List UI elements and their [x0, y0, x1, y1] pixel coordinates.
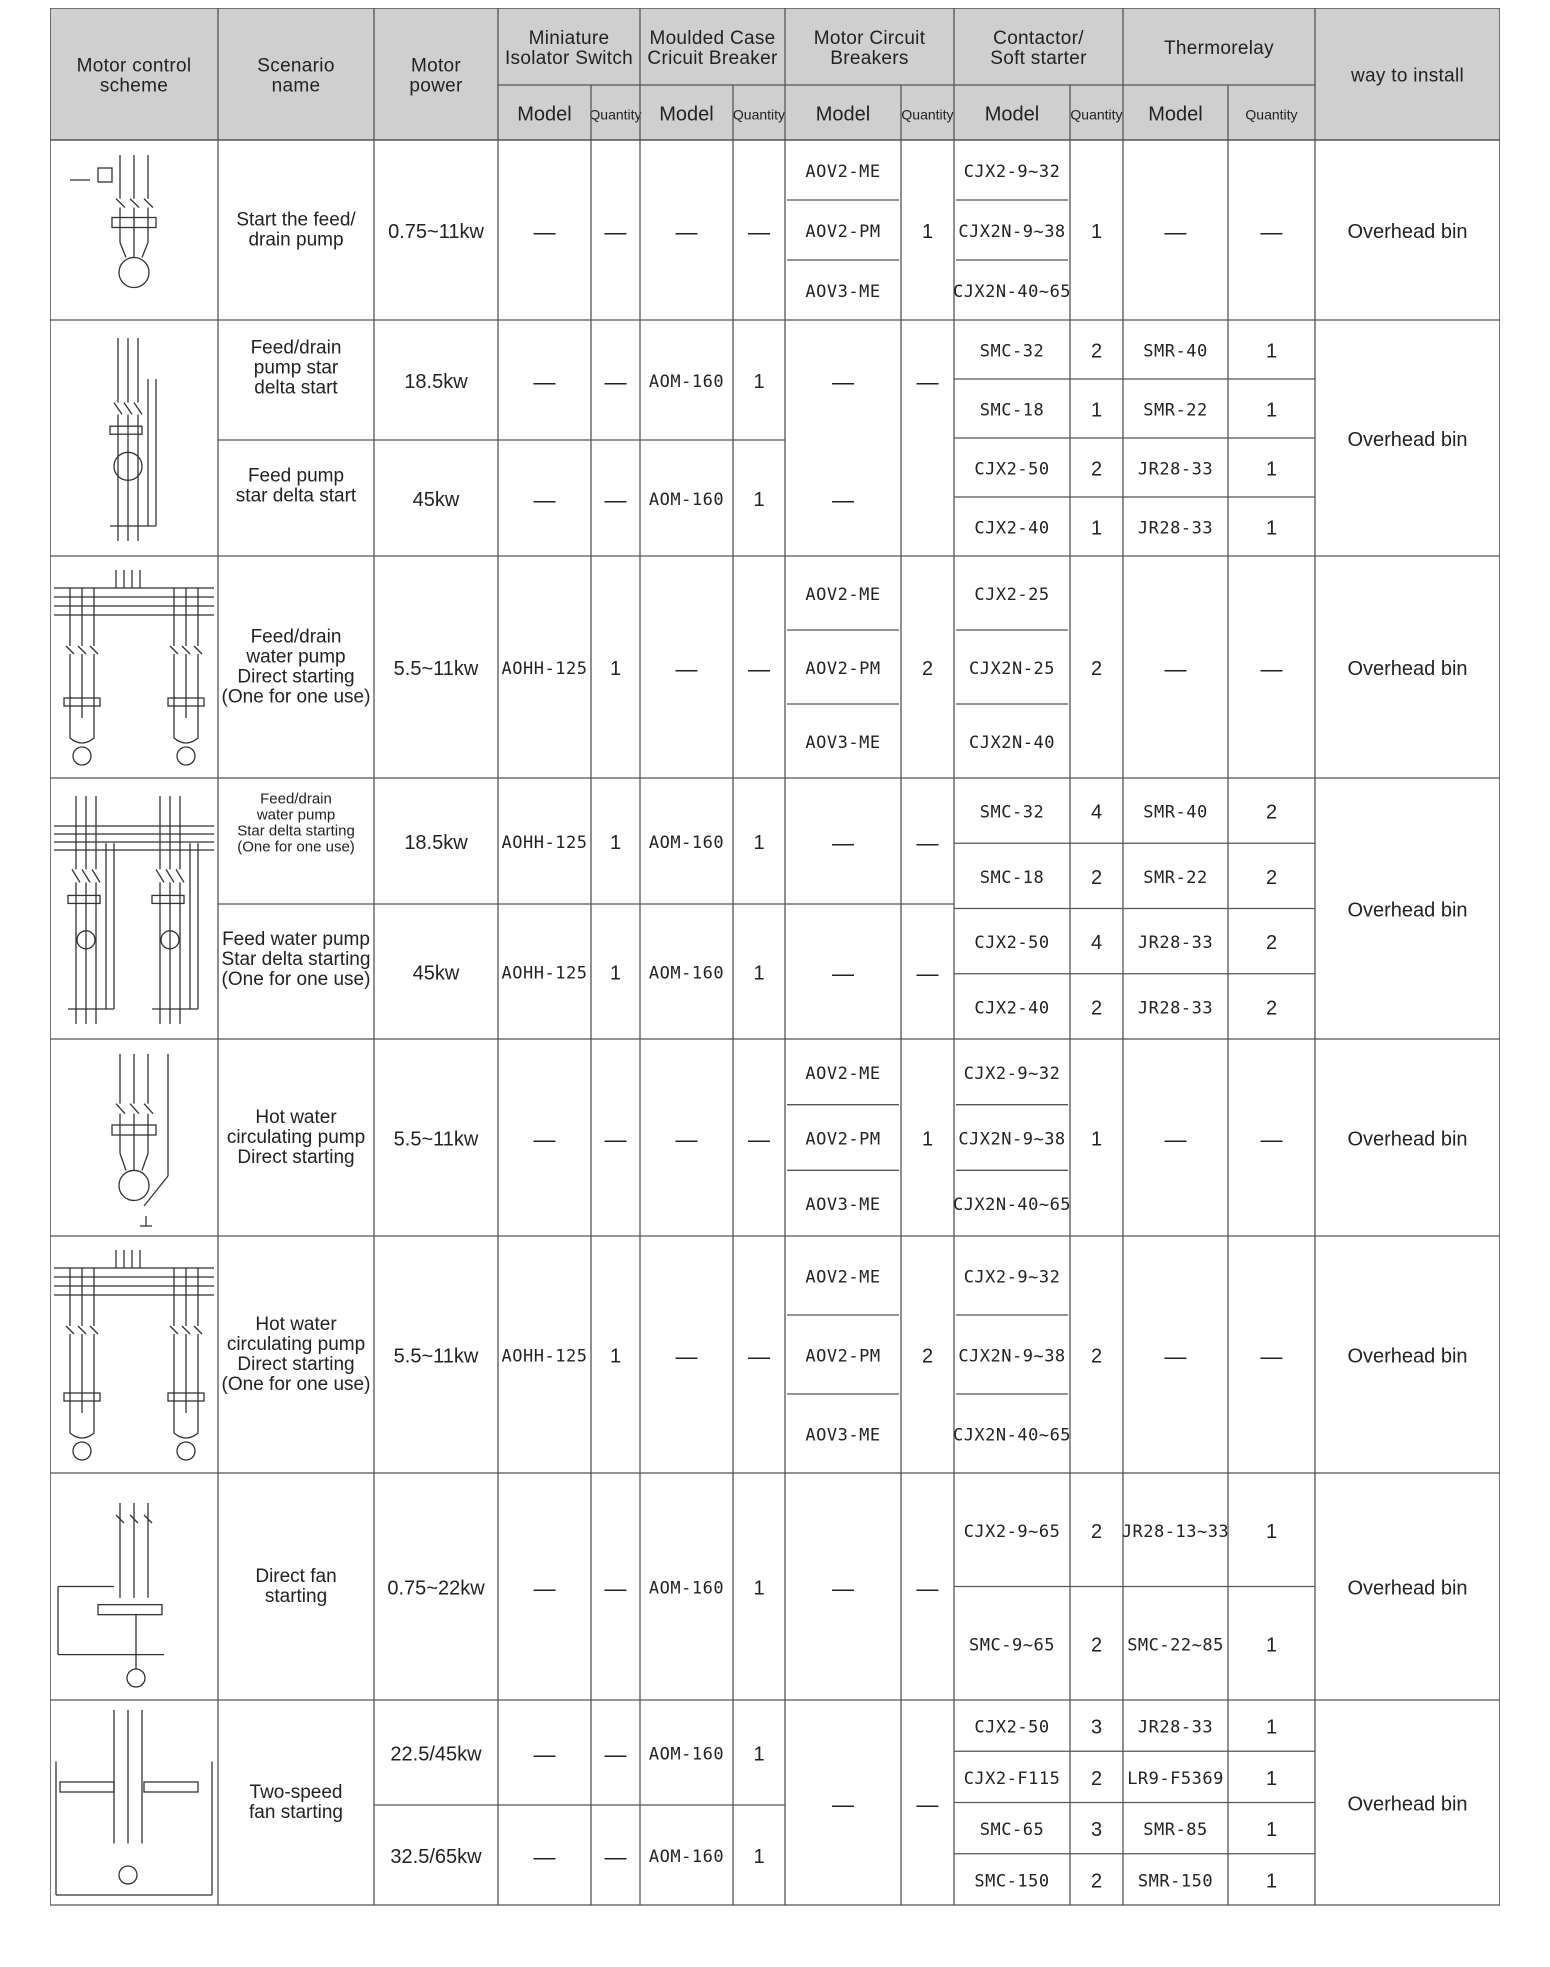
mcb-model: AOV3-ME — [805, 1425, 881, 1446]
thermorelay-model: — — [1164, 1344, 1187, 1369]
contactor-model: SMC-150 — [974, 1871, 1050, 1892]
scenario-name: Two-speed — [249, 1782, 343, 1803]
header-scenario-name: Scenario — [257, 55, 335, 77]
motor-power: 22.5/45kw — [390, 1743, 482, 1766]
thermorelay-quantity: 1 — [1265, 1716, 1278, 1739]
isolator-quantity: — — [604, 1127, 627, 1152]
contactor-quantity: 2 — [1090, 1634, 1103, 1657]
contactor-quantity: 3 — [1090, 1716, 1103, 1739]
table-svg — [50, 8, 1500, 1908]
motor-power: 5.5~11kw — [393, 658, 479, 680]
thermorelay-quantity: 2 — [1265, 866, 1278, 889]
contactor-model: CJX2-50 — [974, 459, 1050, 480]
thermorelay-quantity: 1 — [1265, 1870, 1278, 1893]
scenario-name: fan starting — [249, 1802, 343, 1823]
mcb-model: AOV2-ME — [805, 585, 881, 605]
mcb-model: AOV2-ME — [805, 1267, 881, 1288]
isolator-quantity: 1 — [609, 658, 622, 680]
install-method: Overhead bin — [1347, 1577, 1468, 1600]
contactor-model: CJX2N-9~38 — [958, 1129, 1066, 1150]
mccb-model: AOM-160 — [648, 1744, 725, 1765]
thermorelay-quantity: — — [1260, 1127, 1283, 1152]
motor-power: 45kw — [412, 489, 460, 511]
contactor-model: CJX2N-40 — [969, 733, 1055, 753]
header-moulded-case-breaker: Moulded Case — [649, 28, 776, 49]
scenario-name: Star delta starting — [221, 949, 371, 970]
header-model-label: Model — [815, 103, 871, 126]
thermorelay-quantity: 2 — [1265, 801, 1278, 824]
contactor-model: CJX2-9~65 — [963, 1521, 1061, 1542]
mcb-model: — — [832, 487, 854, 513]
scenario-name: Feed pump — [247, 465, 345, 487]
mccb-model: — — [675, 219, 698, 245]
contactor-quantity: 2 — [1090, 458, 1103, 481]
isolator-quantity: 1 — [609, 1345, 622, 1368]
scenario-name: drain pump — [248, 229, 344, 251]
mcb-model: — — [832, 1576, 854, 1601]
motor-power: 0.75~11kw — [388, 221, 484, 243]
mcb-quantity: — — [916, 1792, 939, 1817]
header-motor-power: power — [409, 75, 463, 97]
thermorelay-model: SMR-22 — [1143, 400, 1208, 421]
header-scenario-name: name — [271, 75, 321, 97]
isolator-quantity: — — [604, 1576, 627, 1601]
mcb-model: AOV2-PM — [805, 1129, 881, 1150]
contactor-model: SMC-32 — [979, 802, 1045, 823]
isolator-quantity: — — [604, 1742, 627, 1767]
thermorelay-model: SMC-22~85 — [1127, 1635, 1224, 1656]
thermorelay-model: — — [1164, 656, 1187, 682]
mcb-model: AOV3-ME — [805, 1195, 881, 1216]
scenario-name: Direct starting — [237, 1354, 355, 1375]
contactor-model: CJX2-9~32 — [963, 1063, 1061, 1084]
contactor-model: CJX2N-25 — [969, 659, 1055, 679]
header-quantity-label: Quantity — [732, 106, 786, 123]
header-contactor-soft-starter: Contactor/ — [993, 28, 1084, 49]
isolator-model: — — [533, 487, 556, 513]
install-method: Overhead bin — [1347, 1793, 1468, 1816]
mccb-quantity: 1 — [753, 371, 765, 393]
fan-direct-start-diagram — [58, 1503, 164, 1687]
contactor-quantity: 3 — [1090, 1819, 1103, 1842]
isolator-model: — — [533, 1742, 556, 1767]
thermorelay-model: SMR-85 — [1143, 1820, 1208, 1841]
header-motor-circuit-breakers: Motor Circuit — [813, 28, 926, 49]
header-motor-control-scheme: scheme — [99, 75, 169, 97]
scenario-name: Star delta starting — [237, 822, 355, 840]
contactor-model: CJX2N-9~38 — [958, 222, 1066, 242]
scenario-name: water pump — [246, 646, 346, 668]
mccb-quantity: 1 — [753, 1846, 765, 1868]
mcb-model: — — [832, 369, 854, 395]
header-miniature-isolator-switch: Miniature — [528, 28, 610, 49]
header-model-label: Model — [1148, 103, 1203, 126]
isolator-model: AOHH-125 — [501, 833, 588, 853]
header-contactor-soft-starter: Soft starter — [990, 48, 1087, 69]
thermorelay-quantity: — — [1260, 656, 1283, 682]
motor-power: 45kw — [412, 962, 460, 985]
install-method: Overhead bin — [1347, 658, 1468, 680]
mcb-quantity: 1 — [921, 1128, 934, 1151]
thermorelay-model: SMR-22 — [1143, 867, 1208, 888]
contactor-quantity: 2 — [1090, 1520, 1103, 1543]
install-method: Overhead bin — [1347, 899, 1468, 922]
isolator-quantity: — — [604, 219, 627, 245]
contactor-quantity: 1 — [1090, 399, 1103, 422]
motor-power: 18.5kw — [404, 371, 468, 393]
header-model-label: Model — [517, 103, 572, 126]
mcb-model: — — [832, 961, 854, 986]
mccb-model: — — [675, 656, 698, 682]
mcb-model: AOV2-PM — [805, 659, 881, 679]
isolator-quantity: — — [604, 487, 627, 513]
scenario-name: Direct fan — [255, 1566, 337, 1587]
two-motor-star-delta-diagram — [54, 796, 214, 1024]
scenario-name: (One for one use) — [237, 838, 355, 856]
contactor-quantity: 2 — [1090, 997, 1103, 1020]
motor-power: 0.75~22kw — [387, 1577, 485, 1600]
isolator-quantity: — — [604, 369, 627, 395]
isolator-quantity: 1 — [609, 962, 622, 985]
mccb-model: AOM-160 — [648, 1847, 725, 1867]
mcb-quantity: — — [916, 961, 939, 986]
contactor-model: SMC-18 — [979, 400, 1045, 421]
scenario-name: delta start — [254, 377, 338, 399]
header-way-to-install: way to install — [1351, 65, 1464, 87]
scenario-name: (One for one use) — [221, 1374, 371, 1395]
isolator-quantity: 1 — [609, 832, 622, 854]
thermorelay-model: JR28-33 — [1137, 1717, 1214, 1738]
mcb-quantity: 2 — [921, 1345, 934, 1368]
circulating-pump-direct-start-diagram — [112, 1054, 168, 1226]
contactor-model: CJX2-F115 — [963, 1768, 1061, 1789]
isolator-model: AOHH-125 — [501, 659, 588, 679]
scenario-name: (One for one use) — [221, 969, 371, 990]
contactor-model: SMC-32 — [979, 341, 1045, 362]
contactor-quantity: 2 — [1090, 1767, 1103, 1790]
thermorelay-quantity: — — [1260, 219, 1283, 245]
motor-power: 5.5~11kw — [393, 1128, 479, 1151]
mccb-model: AOM-160 — [648, 372, 725, 392]
isolator-model: — — [533, 1127, 556, 1152]
scenario-name: water pump — [256, 806, 336, 824]
header-moulded-case-breaker: Cricuit Breaker — [647, 48, 778, 69]
single-motor-direct-start-diagram — [70, 155, 156, 288]
mcb-model: AOV2-ME — [805, 1063, 881, 1084]
mccb-quantity: 1 — [753, 1743, 765, 1766]
mcb-model: AOV2-PM — [805, 1346, 881, 1367]
contactor-quantity: 2 — [1090, 1345, 1103, 1368]
header-quantity-label: Quantity — [589, 106, 642, 123]
two-circulating-pump-direct-start-diagram — [54, 1250, 214, 1460]
header-motor-circuit-breakers: Breakers — [830, 48, 909, 69]
mccb-quantity: 1 — [753, 1577, 765, 1600]
header-model-label: Model — [984, 103, 1040, 126]
header-model-label: Model — [659, 103, 714, 126]
contactor-quantity: 1 — [1090, 517, 1103, 540]
thermorelay-model: — — [1164, 1127, 1187, 1152]
mccb-model: — — [675, 1344, 698, 1369]
contactor-quantity: 4 — [1090, 932, 1103, 955]
mcb-quantity: 2 — [921, 658, 934, 680]
thermorelay-quantity: 1 — [1265, 1819, 1278, 1842]
thermorelay-quantity: 2 — [1265, 932, 1278, 955]
thermorelay-model: — — [1164, 219, 1187, 245]
mccb-model: AOM-160 — [648, 1578, 725, 1599]
contactor-model: CJX2-25 — [974, 585, 1050, 605]
isolator-model: AOHH-125 — [501, 1346, 588, 1367]
header-quantity-label: Quantity — [1070, 106, 1123, 123]
mcb-model: AOV3-ME — [805, 282, 881, 302]
mccb-model: AOM-160 — [648, 490, 725, 510]
contactor-model: SMC-65 — [979, 1820, 1045, 1841]
contactor-model: CJX2N-40~65 — [952, 282, 1072, 302]
scenario-name: Feed/drain — [250, 626, 342, 648]
thermorelay-quantity: 2 — [1265, 997, 1278, 1020]
thermorelay-model: SMR-40 — [1143, 802, 1208, 823]
motor-control-table — [50, 8, 1500, 1908]
scenario-name: Direct starting — [237, 666, 355, 688]
thermorelay-model: SMR-40 — [1143, 341, 1208, 362]
contactor-model: SMC-18 — [979, 867, 1045, 888]
install-method: Overhead bin — [1347, 1345, 1468, 1368]
contactor-model: CJX2-9~32 — [963, 162, 1061, 182]
motor-power: 18.5kw — [404, 832, 468, 854]
scenario-name: star delta start — [235, 485, 357, 507]
mccb-quantity: — — [748, 1344, 770, 1369]
thermorelay-quantity: 1 — [1265, 1520, 1278, 1543]
contactor-quantity: 1 — [1090, 1128, 1103, 1151]
isolator-model: AOHH-125 — [501, 963, 588, 984]
header-miniature-isolator-switch: Isolator Switch — [504, 48, 634, 69]
thermorelay-quantity: 1 — [1265, 340, 1278, 363]
isolator-model: — — [533, 369, 556, 395]
contactor-quantity: 2 — [1090, 1870, 1103, 1893]
mccb-quantity: — — [748, 656, 770, 682]
contactor-quantity: 2 — [1090, 866, 1103, 889]
install-method: Overhead bin — [1347, 221, 1468, 243]
scenario-name: starting — [264, 1586, 328, 1607]
header-motor-power: Motor — [410, 55, 462, 77]
header-motor-control-scheme: Motor control — [76, 55, 192, 77]
two-motor-direct-start-diagram — [54, 570, 214, 765]
contactor-model: CJX2N-40~65 — [952, 1425, 1072, 1446]
scenario-name: Direct starting — [237, 1147, 355, 1168]
motor-power: 32.5/65kw — [390, 1846, 482, 1868]
contactor-model: CJX2-40 — [974, 518, 1050, 539]
mccb-model: AOM-160 — [648, 833, 725, 853]
mcb-quantity: — — [916, 369, 939, 395]
mccb-model: — — [675, 1127, 698, 1152]
scenario-name: Feed water pump — [222, 929, 370, 950]
contactor-model: CJX2-40 — [974, 998, 1050, 1019]
isolator-model: — — [533, 1576, 556, 1601]
scenario-name: Feed/drain — [250, 337, 342, 359]
scenario-name: Hot water — [255, 1107, 337, 1128]
thermorelay-quantity: 1 — [1265, 399, 1278, 422]
two-speed-fan-diagram — [56, 1710, 212, 1895]
header-thermorelay: Thermorelay — [1164, 38, 1274, 59]
scenario-name: Feed/drain — [260, 790, 332, 808]
contactor-quantity: 2 — [1090, 340, 1103, 363]
star-delta-start-diagram — [110, 338, 156, 541]
contactor-model: CJX2N-9~38 — [958, 1346, 1066, 1367]
thermorelay-quantity: 1 — [1265, 1634, 1278, 1657]
mccb-quantity: — — [748, 1127, 770, 1152]
thermorelay-model: JR28-33 — [1137, 459, 1214, 480]
install-method: Overhead bin — [1347, 429, 1468, 451]
scenario-name: circulating pump — [226, 1127, 366, 1148]
thermorelay-model: LR9-F5369 — [1127, 1768, 1224, 1789]
thermorelay-quantity: 1 — [1265, 1767, 1278, 1790]
scenario-name: circulating pump — [226, 1334, 366, 1355]
thermorelay-model: JR28-33 — [1137, 518, 1214, 539]
mcb-quantity: — — [916, 1576, 939, 1601]
scenario-name: (One for one use) — [221, 686, 371, 708]
header-quantity-label: Quantity — [1245, 106, 1298, 123]
mcb-model: AOV2-PM — [805, 222, 881, 242]
thermorelay-quantity: 1 — [1265, 458, 1278, 481]
mcb-model: AOV2-ME — [805, 162, 881, 182]
contactor-quantity: 4 — [1090, 801, 1103, 824]
mccb-quantity: 1 — [753, 832, 765, 854]
header-quantity-label: Quantity — [901, 106, 954, 123]
scenario-name: Start the feed/ — [236, 209, 356, 231]
install-method: Overhead bin — [1347, 1128, 1468, 1151]
mcb-quantity: 1 — [921, 221, 934, 243]
mcb-model: — — [832, 1792, 854, 1817]
mcb-quantity: — — [916, 830, 939, 856]
mccb-model: AOM-160 — [648, 963, 725, 984]
thermorelay-model: JR28-33 — [1137, 933, 1214, 954]
isolator-model: — — [533, 219, 556, 245]
thermorelay-quantity: — — [1260, 1344, 1283, 1369]
thermorelay-model: JR28-33 — [1137, 998, 1214, 1019]
contactor-model: CJX2-50 — [974, 933, 1050, 954]
contactor-quantity: 2 — [1090, 658, 1103, 680]
contactor-model: CJX2-9~32 — [963, 1267, 1061, 1288]
contactor-quantity: 1 — [1090, 221, 1103, 243]
mcb-model: AOV3-ME — [805, 733, 881, 753]
thermorelay-model: SMR-150 — [1137, 1871, 1214, 1892]
isolator-quantity: — — [604, 1844, 627, 1870]
contactor-model: CJX2N-40~65 — [952, 1195, 1072, 1216]
contactor-model: CJX2-50 — [974, 1717, 1050, 1738]
scenario-name: pump star — [253, 357, 339, 379]
motor-power: 5.5~11kw — [393, 1345, 479, 1368]
thermorelay-model: JR28-13~33 — [1121, 1521, 1230, 1542]
isolator-model: — — [533, 1844, 556, 1870]
mccb-quantity: 1 — [753, 962, 765, 985]
mcb-model: — — [832, 830, 854, 856]
scenario-name: Hot water — [255, 1314, 337, 1335]
mccb-quantity: 1 — [753, 489, 765, 511]
mccb-quantity: — — [748, 219, 770, 245]
contactor-model: SMC-9~65 — [969, 1635, 1055, 1656]
thermorelay-quantity: 1 — [1265, 517, 1278, 540]
